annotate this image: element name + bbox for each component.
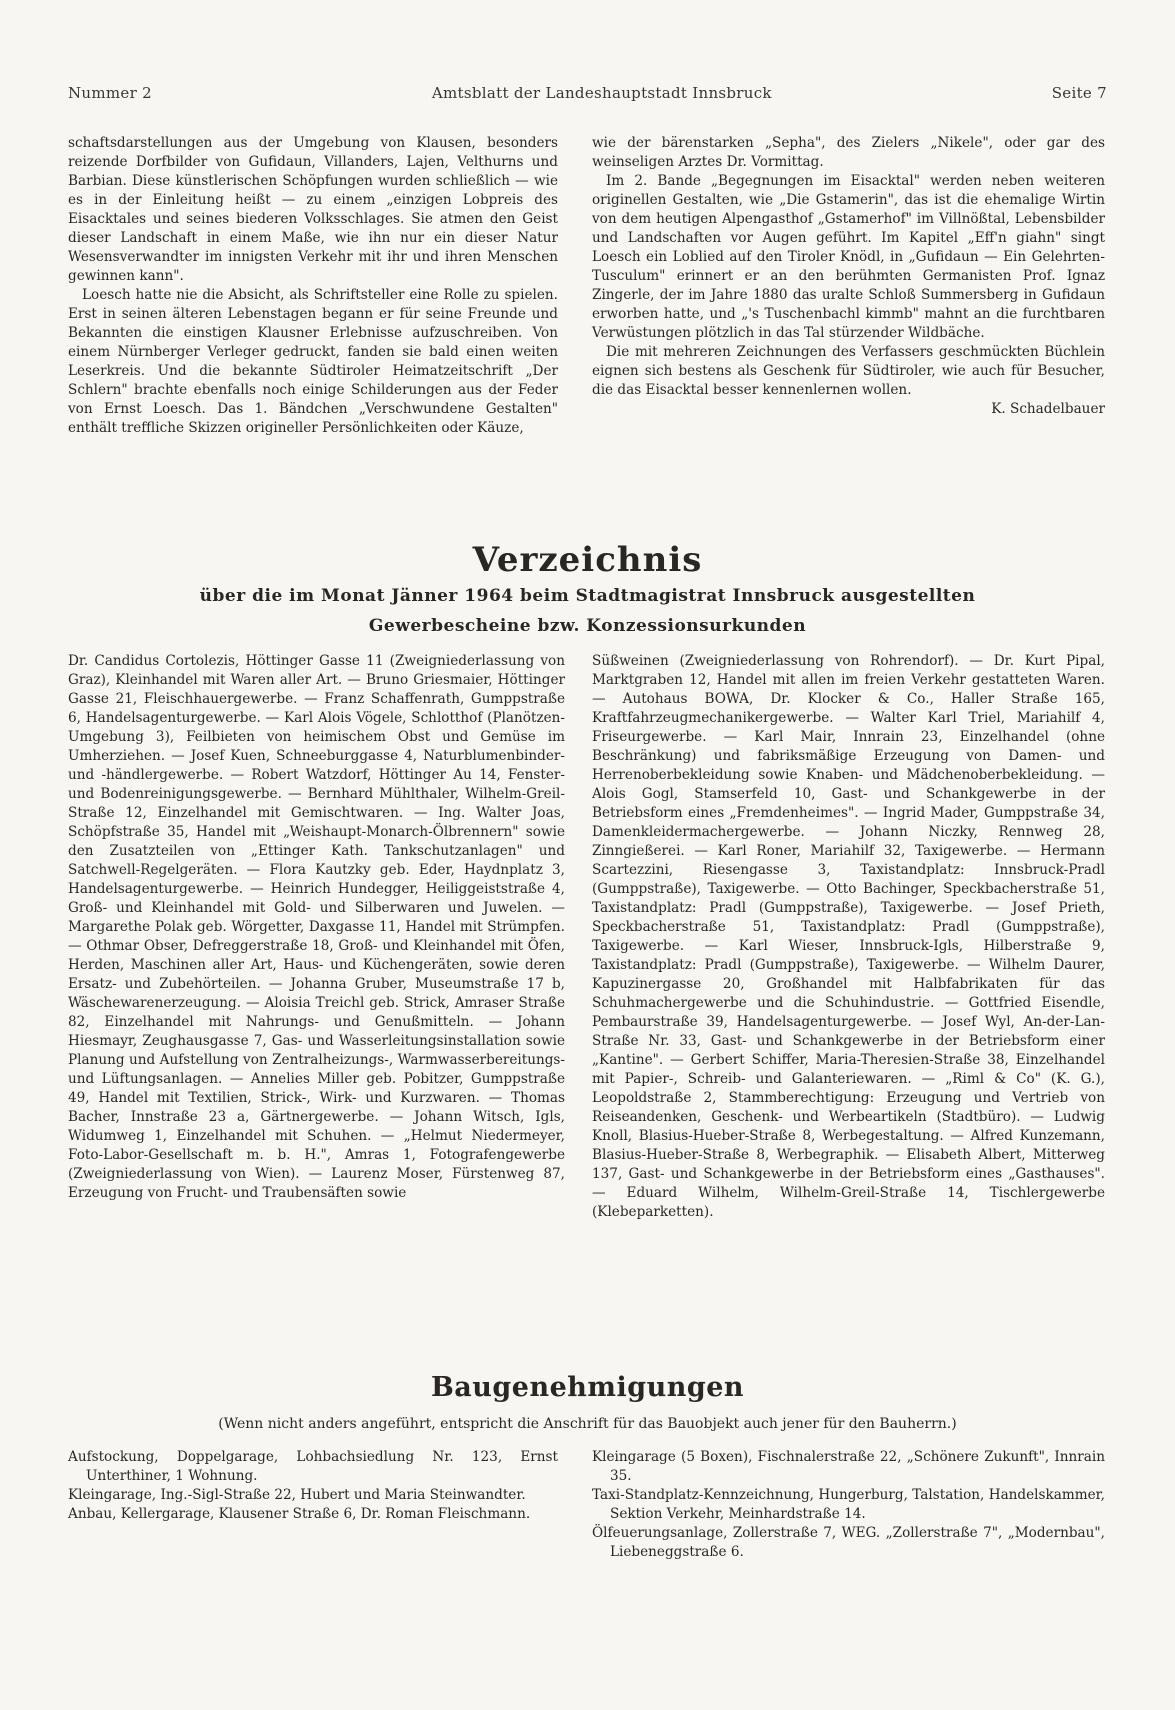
license-entries: Süßweinen (Zweigniederlassung von Rohrendorf). — Dr. Kurt Pipal, Marktgraben 12, Handel mit allen im freien Verkehr gestatteten Waren. — Autohaus BOWA, Dr. Klocker & Co., Haller Straße 165, Kraftfahrzeugmechanikergewerbe. — Walter Karl Triel, Mariahilf 4, Friseurgewerbe. — Karl Mair, Innrain 23, Einzelhandel (ohne Beschränkung) und fabriksmäßige Erzeugung von Damen- und Herrenoberbekleidung sowie Knaben- und Mädchenoberbekleidung. — Alois Gogl, Stamserfeld 10, Gast- und Schankgewerbe in der Betriebsform eines „Fremdenheimes". — Ingrid Mader, Gumppstraße 34, Damenkleidermachergewerbe. — Johann Niczky, Rennweg 28, Zinngießerei. — Karl Roner, Mariahilf 32, Taxigewerbe. — Hermann Scartezzini, Riesengasse 3, Taxistandplatz: Innsbruck-Pradl (Gumppstraße), Taxigewerbe. — Otto Bachinger, Speckbacherstraße 51, Taxistandplatz: Pradl (Gumppstraße), Taxigewerbe. — Josef Prieth, Speckbacherstraße 51, Taxistandplatz: Pradl (Gumppstraße), Taxigewerbe. — Karl Wieser, Innsbruck-Igls, Hilberstraße 9, Taxistandplatz: Pradl (Gumppstraße), Taxigewerbe. — Wilhelm Daurer, Kapuzinergasse 20, Großhandel mit Halbfabrikaten für das Schuhmachergewerbe und die Schuhindustrie. — Gottfried Eisendle, Pembaurstraße 39, Handelsagenturgewerbe. — Josef Wyl, An-der-Lan-Straße Nr. 33, Gast- und Schankgewerbe in der Betriebsform einer „Kantine". — Gerbert Schiffer, Maria-Theresien-Straße 38, Einzelhandel mit Papier-, Schreib- und Galanteriewaren. — „Riml & Co" (K. G.), Leopoldstraße 2, Stammberechtigung: Erzeugung und Vertrieb von Reiseandenken, Geschenk- und Werbeartikeln (Stadtbüro). — Ludwig Knoll, Blasius-Hueber-Straße 8, Werbegestaltung. — Alfred Kunzemann, Blasius-Hueber-Straße 8, Werbegraphik. — Elisabeth Albert, Mitterweg 137, Gast- und Schankgewerbe in der Betriebsform eines „Gasthauses". — Eduard Wilhelm, Wilhelm-Greil-Straße 14, Tischlergewerbe (Klebeparketten).	[592, 653, 1105, 1220]
permit-item: Taxi-Standplatz-Kennzeichnung, Hungerburg, Talstation, Handelskammer, Sektion Verkehr, Meinhardstraße 14.	[592, 1487, 1105, 1522]
section-title-baugenehmigungen: Baugenehmigungen	[430, 1372, 745, 1403]
section-subtitle: Gewerbescheine bzw. Konzessionsurkunden	[368, 616, 807, 636]
article-paragraph: Im 2. Bande „Begegnungen im Eisacktal" werden neben weiteren originellen Gestalten, wie „Die Gstamerin", das ist die ehemalige Wirtin von dem heutigen Alpengasthof „Gstamerhof" im Villnößtal, Lebensbilder und Landschaften vor Augen geführt. Im Kapitel „Eff'n giahn" singt Loesch ein Loblied auf den Tiroler Knödl, in „Gufidaun — Ein Gelehrten-Tusculum" erinnert er an den berühmten Germanisten Prof. Ignaz Zingerle, der im Jahre 1880 das uralte Schloß Summersberg in Gufidaun erworben hatte, und „'s Tuschenbachl kimmb" mahnt an die furchtbaren Verwüstungen plötzlich in das Tal stürzender Wildbäche.	[592, 173, 1105, 341]
permit-list-right	[592, 1448, 1105, 1562]
permit-item: Aufstockung, Doppelgarage, Lohbachsiedlung Nr. 123, Ernst Unterthiner, 1 Wohnung.	[68, 1449, 558, 1484]
article-continuation-left	[68, 134, 558, 438]
section-subtitle: über die im Monat Jänner 1964 beim Stadtmagistrat Innsbruck ausgestellten	[199, 586, 976, 606]
page-header	[68, 84, 1107, 102]
permit-item: Kleingarage, Ing.-Sigl-Straße 22, Hubert und Maria Steinwandter.	[68, 1487, 526, 1503]
license-entries: Dr. Candidus Cortolezis, Höttinger Gasse 11 (Zweigniederlassung von Graz), Kleinhandel mit Waren aller Art. — Bruno Griesmaier, Höttinger Gasse 21, Fleischhauergewerbe. — Franz Schaffenrath, Gumppstraße 6, Handelsagenturgewerbe. — Karl Alois Vögele, Schlotthof (Planötzen-Umgebung 3), Feilbieten von heimischem Obst und Gemüse im Umherziehen. — Josef Kuen, Schneeburggasse 4, Naturblumenbinder- und -händlergewerbe. — Robert Watzdorf, Höttinger Au 14, Fenster- und Bodenreinigungsgewerbe. — Bernhard Mühlthaler, Wilhelm-Greil-Straße 12, Einzelhandel mit Gemischtwaren. — Ing. Walter Joas, Schöpfstraße 35, Handel mit „Weishaupt-Monarch-Ölbrennern" sowie den Zusatzteilen von „Ettinger Kath. Tankschutzanlagen" und Satchwell-Regelgeräten. — Flora Kautzky geb. Eder, Haydnplatz 3, Handelsagenturgewerbe. — Heinrich Hundegger, Heiliggeiststraße 4, Groß- und Kleinhandel mit Gold- und Silberwaren und Juwelen. — Margarethe Polak geb. Wörgetter, Daxgasse 11, Handel mit Strümpfen. — Othmar Obser, Defreggerstraße 18, Groß- und Kleinhandel mit Öfen, Herden, Maschinen aller Art, Haus- und Küchengeräten, sowie deren Ersatz- und Zubehörteilen. — Johanna Gruber, Museumstraße 17 b, Wäschewarenerzeugung. — Aloisia Treichl geb. Strick, Amraser Straße 82, Einzelhandel mit Nahrungs- und Genußmitteln. — Johann Hiesmayr, Zeughausgasse 7, Gas- und Wasserleitungsinstallation sowie Planung und Aufstellung von Zentralheizungs-, Warmwasserbereitungs- und Lüftungsanlagen. — Annelies Miller geb. Pobitzer, Gumppstraße 49, Handel mit Textilien, Strick-, Wirk- und Kurzwaren. — Thomas Bacher, Innstraße 23 a, Gärtnergewerbe. — Johann Witsch, Igls, Widumweg 1, Einzelhandel mit Schuhen. — „Helmut Niedermeyer, Foto-Labor-Gesellschaft m. b. H.", Amras 1, Fotografengewerbe (Zweigniederlassung von Wien). — Laurenz Moser, Fürstenweg 87, Erzeugung von Frucht- und Traubensäften sowie	[68, 653, 565, 1201]
article-paragraph: Loesch hatte nie die Absicht, als Schriftsteller eine Rolle zu spielen. Erst in seinen älteren Lebenstagen begann er für seine Freunde und Bekannten die einstigen Klausner Erlebnisse aufzuschreiben. Von einem Nürnberger Verleger gedruckt, fanden sie bald einen weiten Leserkreis. Und die bekannte Südtiroler Heimatzeitschrift „Der Schlern" brachte ebenfalls noch einige Schilderungen aus der Feder von Ernst Loesch. Das 1. Bändchen „Verschwundene Gestalten" enthält treffliche Skizzen origineller Persönlichkeiten oder Käuze,	[68, 287, 558, 436]
permit-item: Kleingarage (5 Boxen), Fischnalerstraße 22, „Schönere Zukunft", Innrain 35.	[592, 1449, 1105, 1484]
article-paragraph: wie der bärenstarken „Sepha", des Zielers „Nikele", oder gar des weinseligen Arztes Dr. Vormittag.	[592, 135, 1105, 170]
license-list-left	[68, 652, 565, 1203]
section-note: (Wenn nicht anders angeführt, entspricht die Anschrift für das Bauobjekt auch jener für den Bauherrn.)	[218, 1416, 957, 1432]
article-paragraph: schaftsdarstellungen aus der Umgebung von Klausen, besonders reizende Dorfbilder von Gufidaun, Villanders, Lajen, Velthurns und Barbian. Diese künstlerischen Schöpfungen wurden schließlich — wie es in der Einleitung heißt — zu einem „einzigen Lobpreis des Eisacktales und seines biederen Volksschlages. Sie atmen den Geist dieser Landschaft in einem Maße, wie ihn nur ein dieser Natur Wesensverwandter im innigsten Verkehr mit ihr und ihren Menschen gewinnen kann".	[68, 135, 558, 284]
article-continuation-right	[592, 134, 1105, 419]
article-paragraph: Die mit mehreren Zeichnungen des Verfassers geschmückten Büchlein eignen sich bestens als Geschenk für Südtiroler, wie auch für Besucher, die das Eisacktal besser kennenlernen wollen.	[592, 344, 1105, 398]
license-list-right	[592, 652, 1105, 1222]
permit-item: Ölfeuerungsanlage, Zollerstraße 7, WEG. „Zollerstraße 7", „Modernbau", Liebeneggstraße 6.	[592, 1525, 1105, 1560]
author-signature: K. Schadelbauer	[991, 401, 1105, 417]
permit-item: Anbau, Kellergarage, Klausener Straße 6, Dr. Roman Fleischmann.	[68, 1506, 531, 1522]
section-title-verzeichnis: Verzeichnis	[472, 540, 703, 580]
issue-number: Nummer 2	[68, 84, 152, 102]
publication-title: Amtsblatt der Landeshauptstadt Innsbruck	[431, 84, 772, 102]
permit-list-left	[68, 1448, 558, 1524]
page-number: Seite 7	[1051, 84, 1107, 102]
